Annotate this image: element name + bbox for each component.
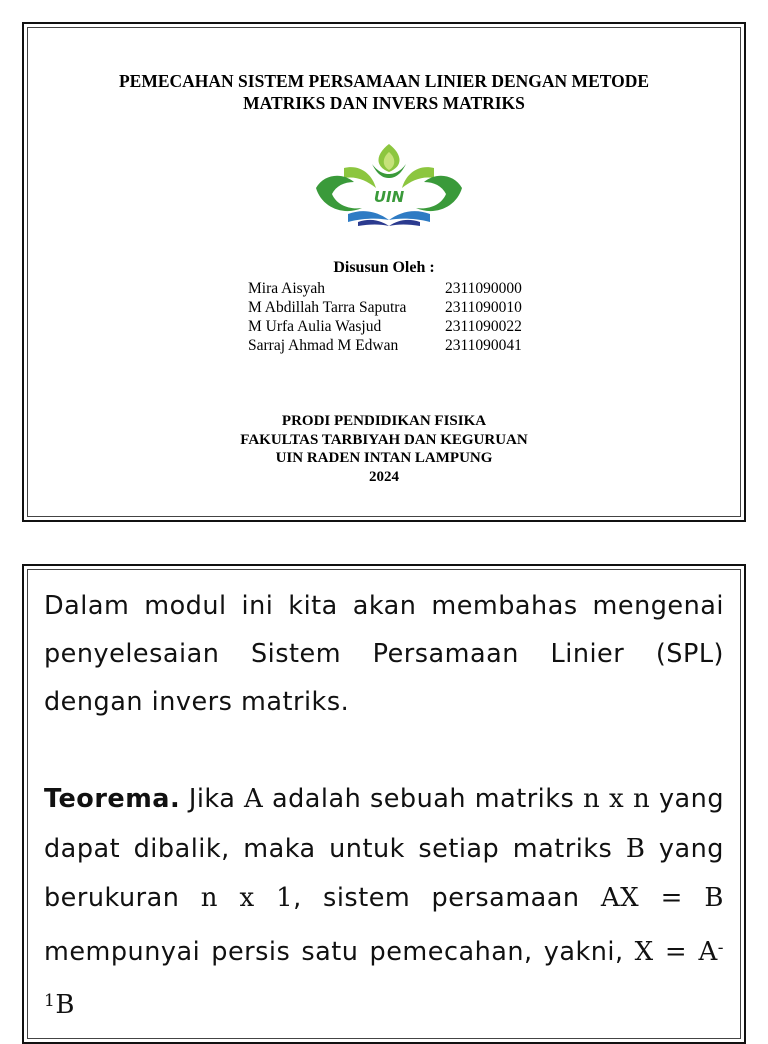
cover-title (28, 70, 740, 114)
theorem-paragraph (44, 775, 724, 1031)
prodi-line: PRODI PENDIDIKAN FISIKA (281, 413, 487, 429)
author-name: M Abdillah Tarra Saputra (248, 299, 407, 316)
theorem-text: adalah sebuah matriks (263, 784, 583, 814)
math-symbol: X = A (634, 936, 718, 967)
content-body (44, 582, 724, 1031)
faculty-line: FAKULTAS TARBIYAH DAN KEGURUAN (240, 431, 528, 448)
content-slide (22, 564, 746, 1044)
math-symbol: AX = B (600, 883, 724, 913)
math-symbol: n x n (582, 784, 651, 814)
cover-inner-border (27, 27, 741, 517)
author-row (248, 279, 522, 298)
author-name: M Urfa Aulia Wasjud (248, 318, 382, 335)
math-superscript: -1 (44, 937, 724, 1011)
math-symbol: A (244, 784, 264, 814)
theorem-text: Jika (180, 784, 245, 814)
institution-block (28, 412, 740, 486)
author-row (248, 298, 522, 317)
author-name: Mira Aisyah (248, 280, 326, 297)
author-name: Sarraj Ahmad M Edwan (248, 337, 399, 354)
math-symbol: n x 1 (200, 883, 294, 913)
content-inner-border (27, 569, 741, 1039)
author-row (248, 317, 522, 336)
theorem-label: Teorema. (44, 784, 181, 814)
author-id: 2311090041 (445, 337, 522, 354)
theorem-text: , sistem persamaan (293, 883, 601, 913)
theorem-text: yang dapat dibalik, maka untuk setiap matriks (44, 784, 725, 864)
theorem-text: mempunyai persis satu pemecahan, yakni, (44, 936, 635, 967)
intro-paragraph: Dalam modul ini kita akan membahas mengenai penyelesaian Sistem Persamaan Linier (SPL) dengan invers matriks. (44, 591, 724, 717)
logo-text: UIN (373, 188, 405, 206)
author-row (248, 336, 522, 355)
author-id: 2311090010 (445, 299, 522, 316)
author-heading: Disusun Oleh : (333, 259, 435, 276)
author-id: 2311090022 (445, 318, 522, 335)
author-id: 2311090000 (445, 280, 522, 297)
math-symbol: B (625, 833, 646, 864)
university-line: UIN RADEN INTAN LAMPUNG (275, 450, 493, 466)
theorem-text: yang berukuran (44, 833, 724, 913)
title-line-2: MATRIKS DAN INVERS MATRIKS (243, 93, 525, 113)
cover-slide (22, 22, 746, 522)
author-list (248, 279, 522, 355)
math-symbol: B (55, 990, 75, 1020)
year-line: 2024 (369, 468, 399, 485)
title-line-1: PEMECAHAN SISTEM PERSAMAAN LINIER DENGAN METODE (118, 71, 650, 91)
university-logo (314, 142, 464, 228)
